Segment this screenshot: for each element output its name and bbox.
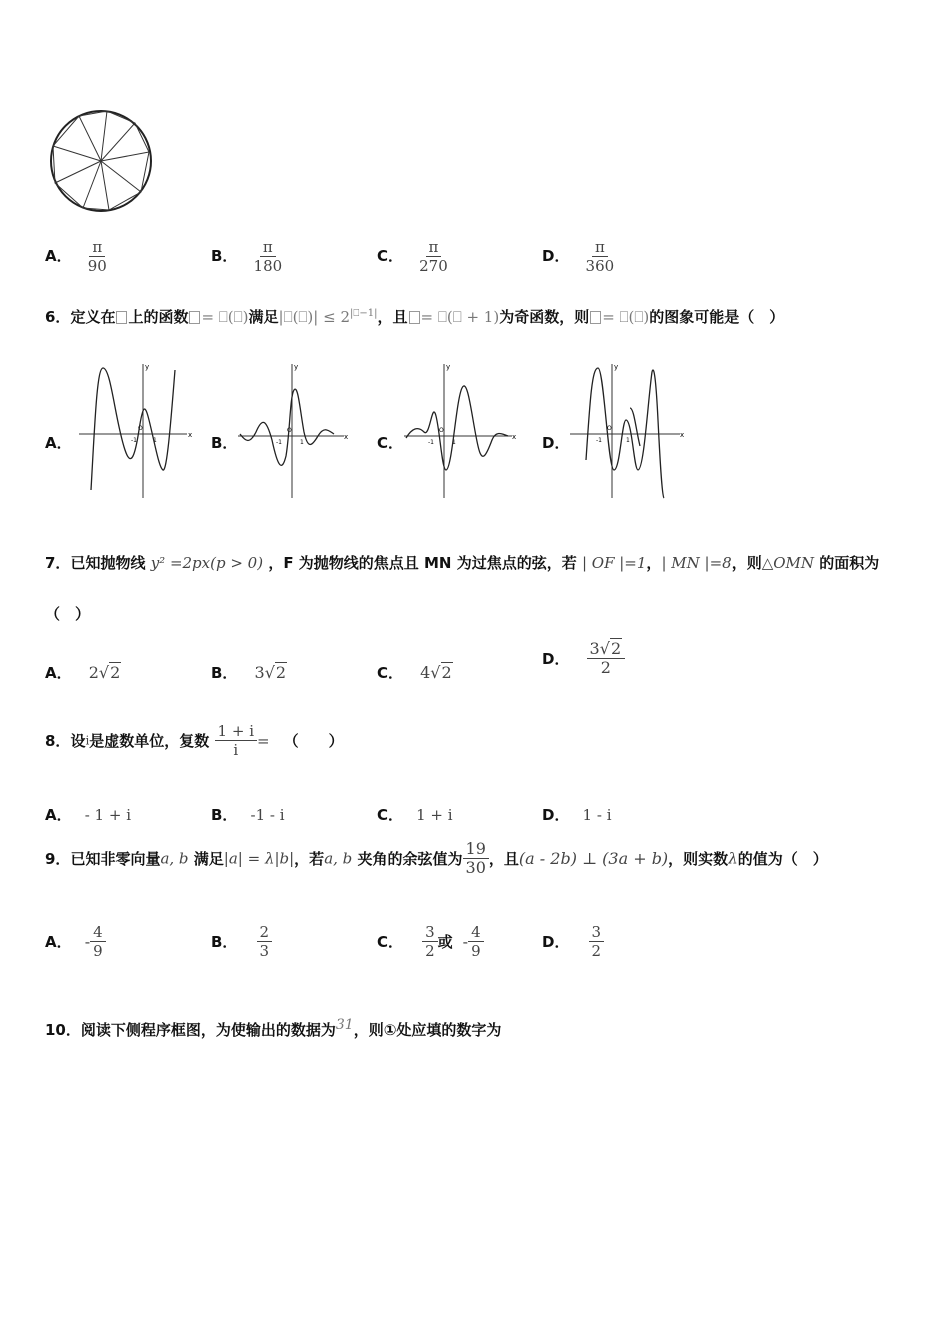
q7-option-a[interactable]: A． 2√2 bbox=[45, 663, 121, 682]
svg-text:-1: -1 bbox=[131, 437, 137, 444]
circle-figure bbox=[45, 108, 157, 216]
svg-text:x: x bbox=[680, 431, 685, 439]
q6-graph-a[interactable] bbox=[75, 360, 195, 502]
q7-paren: （ ） bbox=[45, 605, 91, 623]
svg-text:y: y bbox=[145, 363, 150, 371]
svg-text:-1: -1 bbox=[596, 437, 602, 444]
svg-text:y: y bbox=[446, 363, 451, 371]
svg-text:1: 1 bbox=[452, 439, 456, 446]
q5-option-b[interactable]: B． $\frac{\pi}{180}$ bbox=[211, 238, 283, 275]
q5-option-c[interactable]: C． $\frac{\pi}{270}$ bbox=[377, 238, 448, 275]
q6-stem: 6．定义在 上的函数 = ⎕(⎕)满足|⎕(⎕)| ≤ $2^{|⎕-1|}$，且 = ⎕(⎕ + 1)为奇函数，则 = ⎕(⎕)的图象可能是（ ） bbox=[45, 308, 785, 326]
q7-option-b[interactable]: B． 3√2 bbox=[211, 663, 287, 682]
svg-text:x: x bbox=[344, 433, 349, 441]
svg-text:1: 1 bbox=[300, 439, 304, 446]
svg-text:O: O bbox=[607, 425, 612, 432]
q7-option-c[interactable]: C． 4√2 bbox=[377, 663, 452, 682]
q6-option-b[interactable]: B． bbox=[211, 434, 238, 452]
svg-text:y: y bbox=[614, 363, 619, 371]
svg-text:1: 1 bbox=[153, 437, 157, 444]
q6-graph-c[interactable] bbox=[402, 360, 522, 502]
svg-text:y: y bbox=[294, 363, 299, 371]
q8-option-a[interactable]: A． - 1 + i bbox=[45, 806, 131, 824]
q6-graph-b[interactable] bbox=[236, 360, 356, 502]
svg-text:x: x bbox=[188, 431, 193, 439]
q8-option-c[interactable]: C． 1 + i bbox=[377, 806, 453, 824]
svg-text:1: 1 bbox=[626, 437, 630, 444]
q9-option-c[interactable]: C． $\frac{3}{2}$ 或 - $\frac{4}{9}$ bbox=[377, 923, 484, 960]
q9-option-a[interactable]: A． - $\frac{4}{9}$ bbox=[45, 923, 106, 960]
q5-option-d[interactable]: D． $\frac{\pi}{360}$ bbox=[542, 238, 615, 275]
svg-text:O: O bbox=[138, 425, 143, 432]
svg-text:-1: -1 bbox=[276, 439, 282, 446]
q9-option-b[interactable]: B． $\frac{2}{3}$ bbox=[211, 923, 272, 960]
q9-option-d[interactable]: D． $\frac{3}{2}$ bbox=[542, 923, 604, 960]
svg-text:-1: -1 bbox=[428, 439, 434, 446]
q9-stem: 9．已知非零向量a, b 满足|a| = λ|b|，若a, b 夹角的余弦值为 $\frac{19}{30}$ ，且(a - 2b) ⊥ (3a + b)，则实数λ的值为（ ） bbox=[45, 839, 828, 877]
svg-text:O: O bbox=[439, 427, 444, 434]
q6-option-c[interactable]: C． bbox=[377, 434, 404, 452]
q8-stem: 8．设i是虚数单位，复数 $\frac{1 + i}{i}$ = （ ） bbox=[45, 722, 344, 759]
svg-text:O: O bbox=[287, 427, 292, 434]
q7-option-d[interactable]: D． $\frac{3√2}{2}$ bbox=[542, 640, 625, 677]
q6-option-a[interactable]: A． bbox=[45, 434, 72, 452]
q5-option-a[interactable]: A． $\frac{\pi}{90}$ bbox=[45, 238, 107, 275]
q6-option-d[interactable]: D． bbox=[542, 434, 570, 452]
q10-stem: 10．阅读下侧程序框图，为使输出的数据为$^{31}$，则①处应填的数字为 bbox=[45, 1017, 502, 1039]
q7-stem: 7．已知抛物线 y² =2px(p > 0) ，F 为抛物线的焦点且 MN 为过焦点的弦，若 | OF |=1，| MN |=8，则△OMN 的面积为 bbox=[45, 554, 880, 572]
q8-option-b[interactable]: B． -1 - i bbox=[211, 806, 285, 824]
svg-text:x: x bbox=[512, 433, 517, 441]
q6-graph-d[interactable] bbox=[568, 360, 688, 502]
q8-option-d[interactable]: D． 1 - i bbox=[542, 806, 612, 824]
